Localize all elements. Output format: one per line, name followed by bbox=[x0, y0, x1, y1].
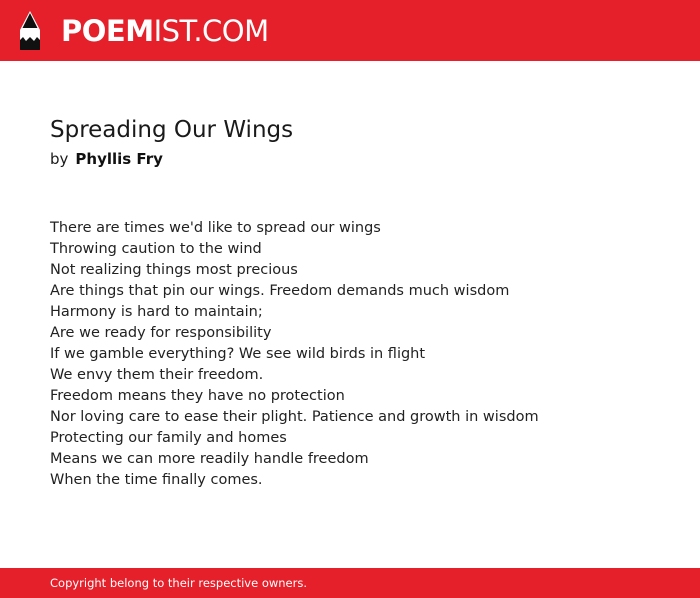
poem-line: We envy them their freedom. bbox=[50, 367, 264, 383]
poem-line: Means we can more readily handle freedom bbox=[50, 451, 369, 467]
poem-line: Nor loving care to ease their plight. Patience and growth in wisdom bbox=[50, 409, 539, 425]
poem-line: Are we ready for responsibility bbox=[50, 325, 272, 341]
poem-line: Harmony is hard to maintain; bbox=[50, 304, 263, 320]
poem-line: There are times we'd like to spread our wings bbox=[50, 220, 381, 236]
site-logo-text bbox=[61, 13, 269, 48]
logo-light-text: IST.COM bbox=[153, 13, 269, 48]
poem-content bbox=[50, 114, 670, 491]
by-label: by bbox=[50, 150, 69, 168]
site-header bbox=[0, 0, 700, 61]
poem-byline bbox=[50, 148, 670, 170]
poem-line: When the time finally comes. bbox=[50, 472, 263, 488]
author-link[interactable]: Phyllis Fry bbox=[75, 150, 163, 168]
poem-line: Are things that pin our wings. Freedom demands much wisdom bbox=[50, 283, 510, 299]
poem-line: Protecting our family and homes bbox=[50, 430, 287, 446]
copyright-text: Copyright belong to their respective owners. bbox=[50, 576, 308, 590]
poem-title: Spreading Our Wings bbox=[50, 117, 294, 143]
poem-body bbox=[50, 218, 670, 491]
poem-line: Not realizing things most precious bbox=[50, 262, 298, 278]
pen-nib-icon bbox=[17, 10, 43, 52]
logo-bold-text: POEM bbox=[61, 13, 154, 48]
poem-line: If we gamble everything? We see wild birds in flight bbox=[50, 346, 426, 362]
site-logo-link[interactable] bbox=[17, 8, 269, 54]
poem-line: Freedom means they have no protection bbox=[50, 388, 345, 404]
poem-line: Throwing caution to the wind bbox=[50, 241, 262, 257]
site-footer bbox=[0, 568, 700, 598]
